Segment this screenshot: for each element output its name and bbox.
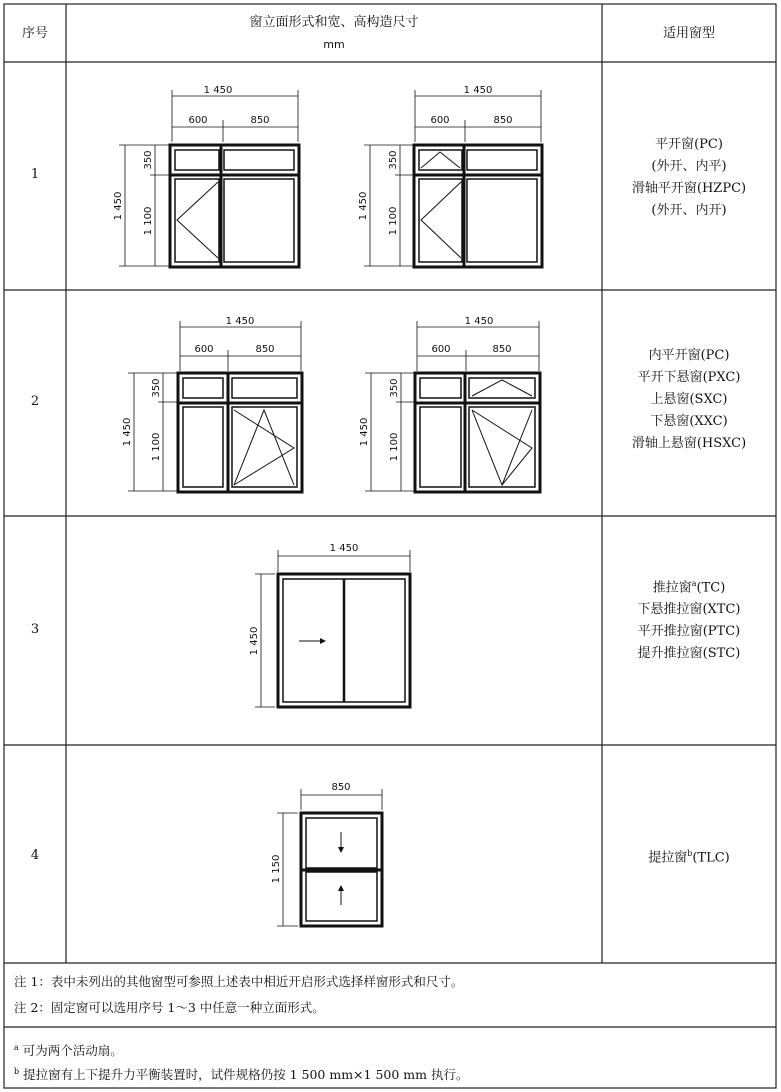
row-2-window-a bbox=[128, 321, 302, 492]
row-1-window-b bbox=[364, 90, 542, 267]
row-1-b-right-w: 850 bbox=[493, 115, 513, 126]
row-2-type-5: 滑轴上悬窗(HSXC) bbox=[631, 436, 747, 451]
row-1-a-left-w: 600 bbox=[188, 115, 208, 126]
row-4-index: 4 bbox=[30, 848, 40, 863]
row-3-index: 3 bbox=[30, 622, 40, 637]
row-2-type-2: 平开下悬窗(PXC) bbox=[637, 370, 741, 385]
row-2-a-total-h: 1 450 bbox=[122, 417, 133, 447]
row-4-total-w: 850 bbox=[331, 782, 351, 793]
row-2-type-1: 内平开窗(PC) bbox=[648, 348, 730, 363]
row-3-total-h: 1 450 bbox=[249, 626, 260, 656]
row-4-type-1-name: 提拉窗 bbox=[648, 850, 688, 866]
row-3-total-w: 1 450 bbox=[329, 543, 359, 554]
row-1-type-1: 平开窗(PC) bbox=[655, 137, 723, 152]
row-1-type-3: 滑轴平开窗(HZPC) bbox=[631, 181, 747, 196]
row-2-b-bottom-h: 1 100 bbox=[389, 432, 400, 462]
footnote-a-mark: a bbox=[14, 1043, 19, 1052]
row-2-window-b bbox=[365, 321, 540, 492]
header-type: 适用窗型 bbox=[662, 26, 715, 41]
row-1-index: 1 bbox=[30, 167, 40, 182]
row-2-b-total-w: 1 450 bbox=[464, 316, 494, 327]
row-1-type-2: (外开、内平) bbox=[651, 159, 727, 174]
footnote-b-marker: b bbox=[687, 849, 693, 858]
row-1-a-top-h: 350 bbox=[143, 150, 154, 170]
footnote-b-mark: b bbox=[14, 1067, 20, 1076]
footnote-a-marker: a bbox=[691, 579, 697, 588]
row-2-a-top-h: 350 bbox=[151, 378, 162, 398]
row-2-b-total-h: 1 450 bbox=[359, 417, 370, 447]
row-2-a-total-w: 1 450 bbox=[225, 316, 255, 327]
row-4-window bbox=[277, 789, 382, 926]
row-3-type-4: 提升推拉窗(STC) bbox=[637, 646, 741, 662]
footnote-b bbox=[14, 1063, 468, 1084]
row-2-b-left-w: 600 bbox=[431, 344, 451, 355]
row-3-window bbox=[255, 550, 410, 707]
row-2-a-right-w: 850 bbox=[255, 344, 275, 355]
row-1-window-a bbox=[119, 90, 299, 267]
row-2-type-4: 下悬窗(XXC) bbox=[650, 414, 728, 429]
header-form: 窗立面形式和宽、高构造尺寸 bbox=[249, 15, 419, 30]
row-1-b-top-h: 350 bbox=[388, 150, 399, 170]
row-1-b-bottom-h: 1 100 bbox=[388, 206, 399, 236]
row-3-type-1-name: 推拉窗 bbox=[652, 580, 692, 596]
row-1-a-bottom-h: 1 100 bbox=[143, 206, 154, 236]
row-2-a-bottom-h: 1 100 bbox=[151, 432, 162, 462]
row-1-type-4: (外开、内开) bbox=[651, 203, 727, 218]
row-1-b-total-w: 1 450 bbox=[463, 85, 493, 96]
footnote-a-text: 可为两个活动扇。 bbox=[22, 1043, 123, 1059]
row-2-b-right-w: 850 bbox=[492, 344, 512, 355]
row-1-a-total-h: 1 450 bbox=[113, 191, 124, 221]
row-2-a-left-w: 600 bbox=[194, 344, 214, 355]
row-3-type-3: 平开推拉窗(PTC) bbox=[637, 624, 741, 640]
note-2: 注 2：固定窗可以选用序号 1～3 中任意一种立面形式。 bbox=[14, 1000, 325, 1015]
header-form-unit: mm bbox=[323, 38, 345, 51]
row-2-b-top-h: 350 bbox=[389, 378, 400, 398]
footnote-b-text: 提拉窗有上下提升力平衡装置时，试件规格仍按 1 500 mm×1 500 mm 执行。 bbox=[23, 1067, 469, 1083]
row-2-type-3: 上悬窗(SXC) bbox=[650, 392, 728, 407]
row-1-b-total-h: 1 450 bbox=[358, 191, 369, 221]
row-2-index: 2 bbox=[30, 394, 40, 409]
row-1-b-left-w: 600 bbox=[430, 115, 450, 126]
row-4-type-1-code: (TLC) bbox=[692, 850, 730, 866]
footnote-a bbox=[14, 1039, 123, 1060]
row-3-type-1-code: (TC) bbox=[696, 580, 726, 596]
header-index: 序号 bbox=[21, 26, 48, 41]
row-4-total-h: 1 150 bbox=[271, 854, 282, 884]
row-3-type-2: 下悬推拉窗(XTC) bbox=[637, 602, 741, 618]
row-1-a-right-w: 850 bbox=[250, 115, 270, 126]
row-1-a-total-w: 1 450 bbox=[203, 85, 233, 96]
note-1: 注 1：表中未列出的其他窗型可参照上述表中相近开启形式选择样窗形式和尺寸。 bbox=[14, 974, 464, 989]
